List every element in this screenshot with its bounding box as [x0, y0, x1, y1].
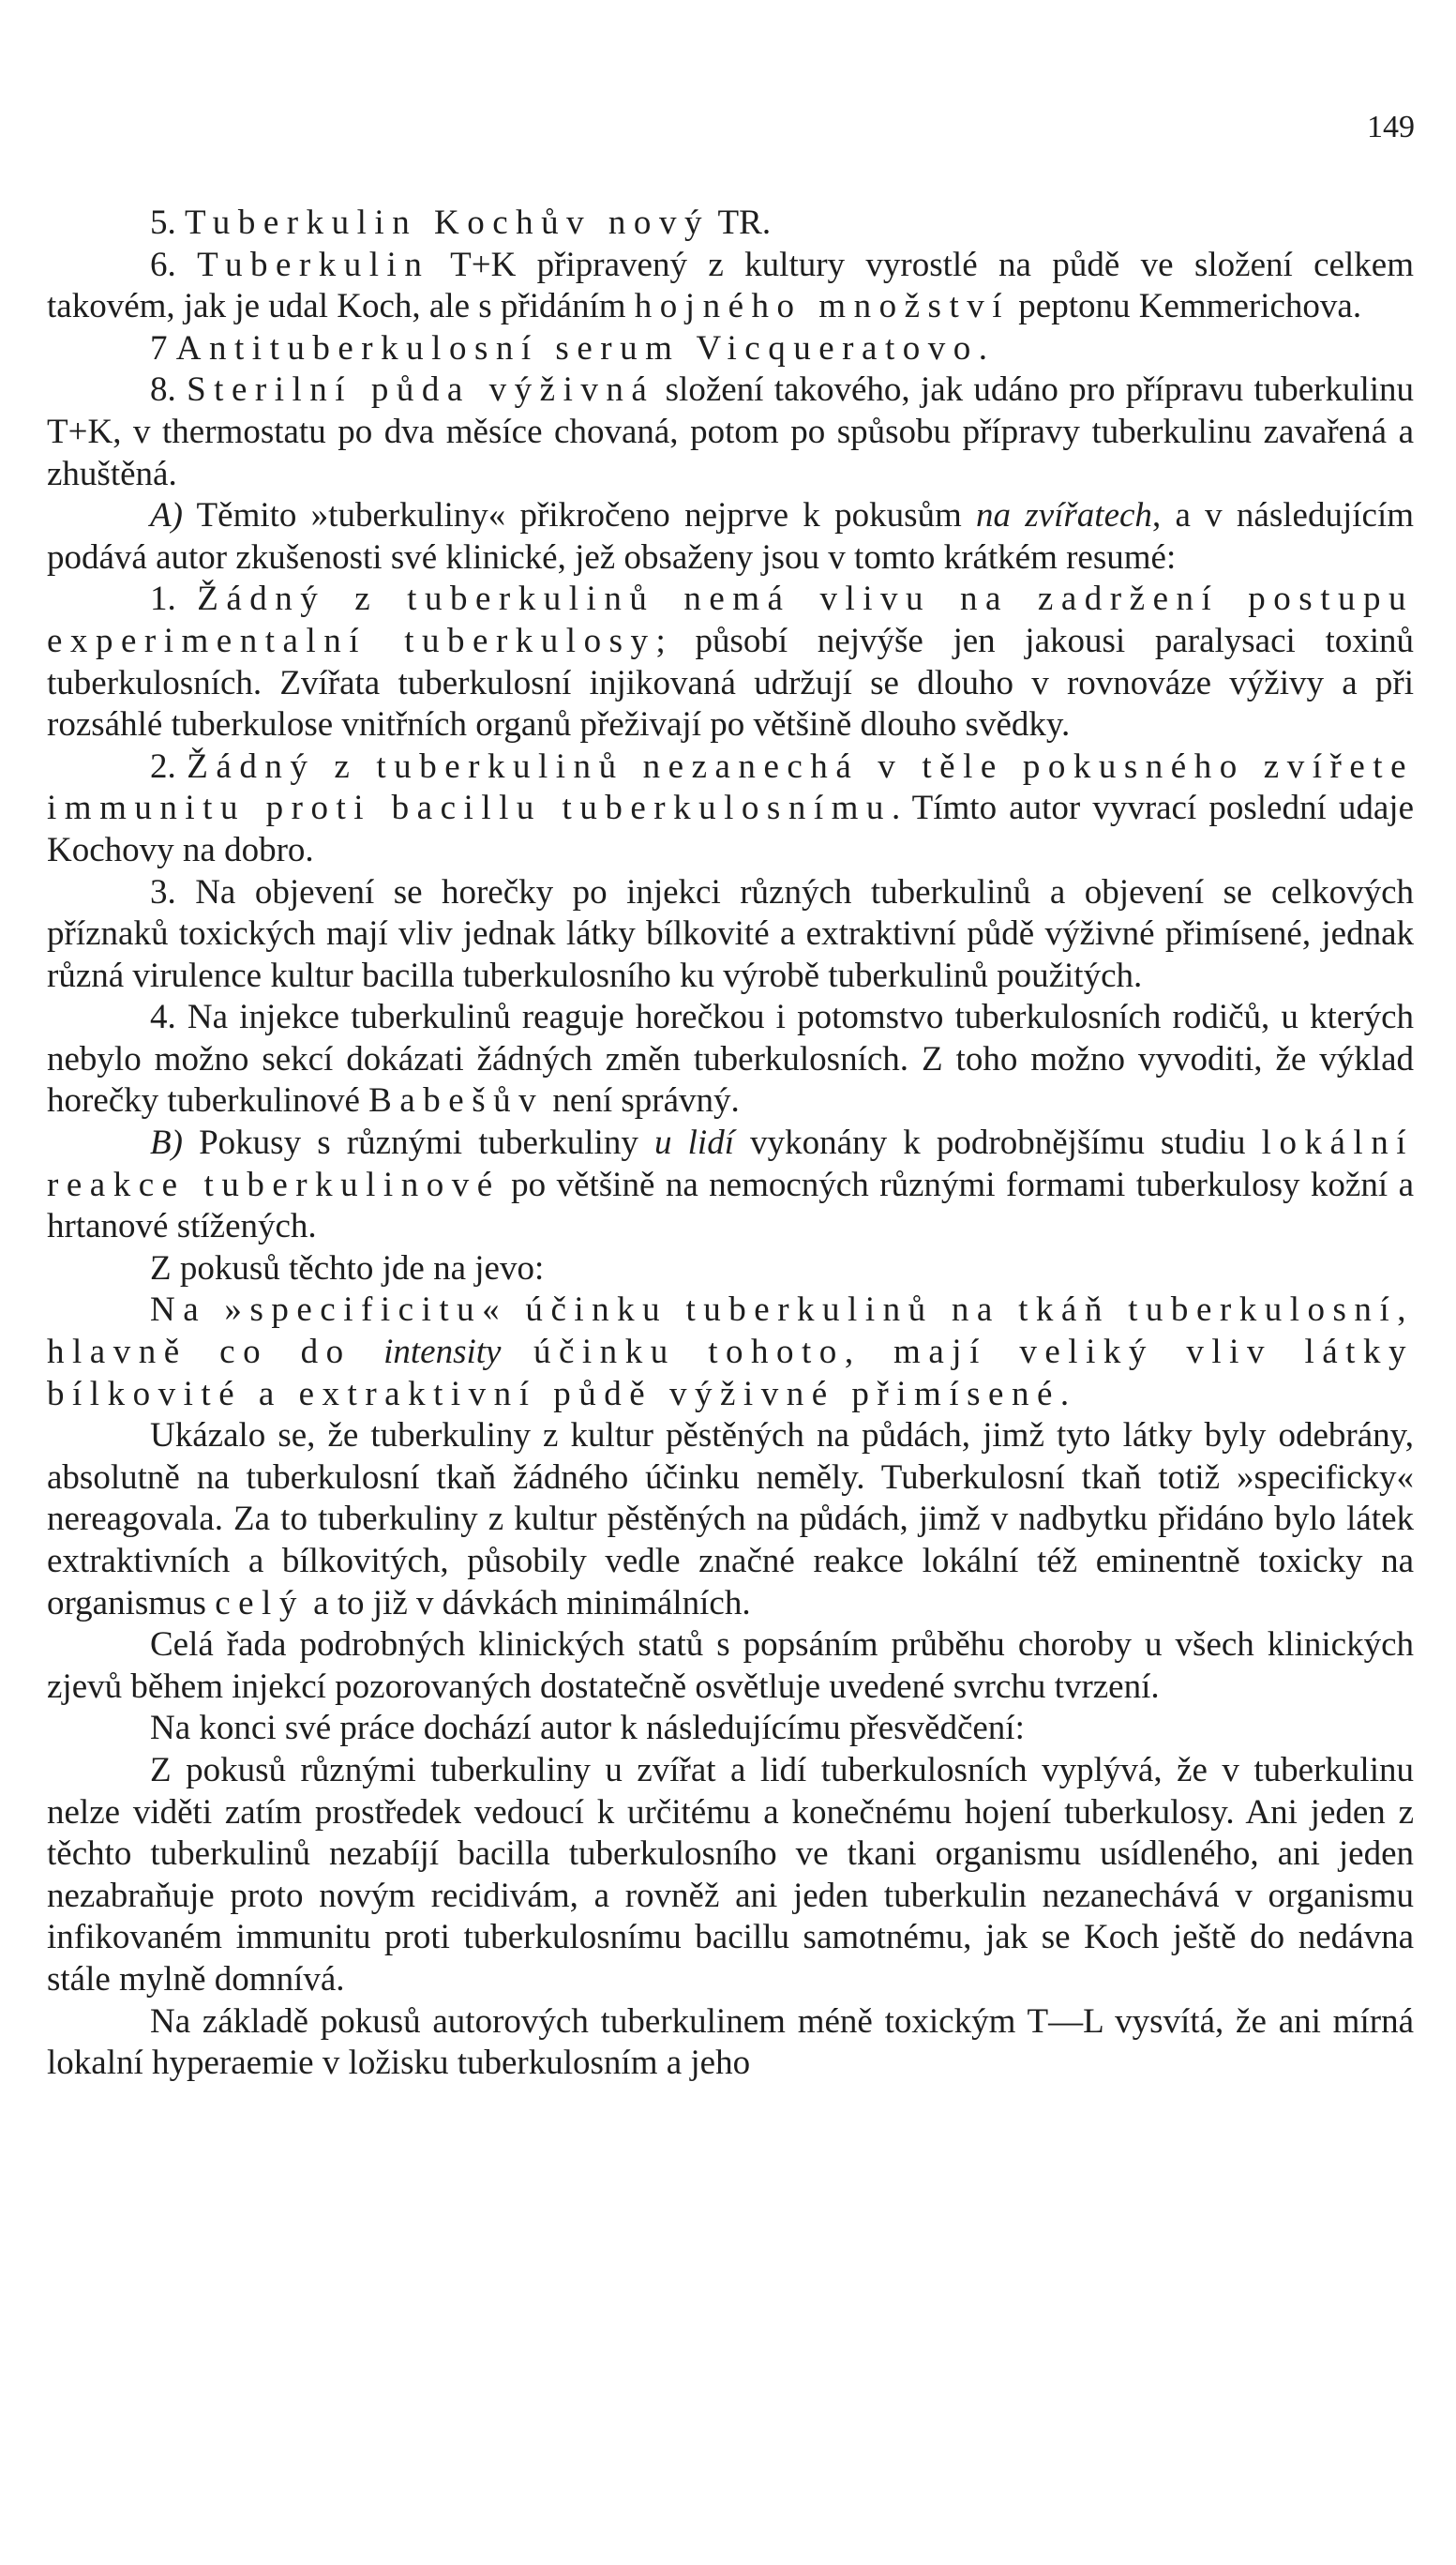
italic-text: A) — [150, 496, 183, 536]
paragraph-text: Na základě pokusů autorových tuberkulinem méně toxickým T—L vysvítá, že ani mírná lokalní hyperaemie v ložisku tuberkulosním a jeho — [47, 2001, 1414, 2083]
paragraph-text: Celá řada podrobných klinických statů s popsáním průběhu choroby u všech klinických zjevů během injekcí pozorovaných dostatečně osvětluje uvedené svrchu tvrzení. — [47, 1625, 1414, 1706]
spaced-emphasis-text: Sterilní půda výživná — [187, 370, 655, 410]
paragraph-text: Z pokusů těchto jde na jevo: — [150, 1248, 545, 1288]
paragraph — [47, 579, 1414, 746]
paragraph — [47, 1415, 1414, 1624]
page-number: 149 — [1367, 110, 1415, 144]
paragraph-text: . — [978, 328, 988, 368]
spaced-emphasis-text: Babešův — [368, 1081, 545, 1121]
italic-text: intensity — [383, 1333, 502, 1372]
paragraph-text: T+K připravený z kultury vyrostlé na půdě ve složení celkem takovém, jak je udal Koch, ale s přidáním — [47, 245, 1414, 326]
paragraph-text: Z pokusů různými tuberkuliny u zvířat a lidí tuberkulosních vyplývá, že v tuberkulinu nelze viděti zatím prostředek vedoucí k určitému a konečnému hojení tuberkulosy. Ani jeden z těchto tuberkulinů nezabíjí bacilla tuberkulosního ve tkani organismu usídleného, ani jeden nezabraňuje proto novým recidivám, a rovněž ani jeden tuberkulin nezanechává v organismu infikovaném immunitu proti tuberkulosnímu bacillu samotnému, jak se Koch ještě do nedávna stále mylně domnívá. — [47, 1750, 1414, 1999]
paragraph-text: 8. — [150, 370, 188, 410]
paragraph — [47, 2001, 1414, 2085]
paragraph-text: 7 — [150, 328, 176, 368]
paragraph-text: Těmito »tuberkuliny« přikročeno nejprve k pokusům — [182, 496, 977, 536]
paragraph — [47, 245, 1414, 328]
spaced-emphasis-text: Tuberkulin — [197, 245, 430, 284]
paragraph-text: Ukázalo se, že tuberkuliny z kultur pěstěných na půdách, jimž tyto látky byly odebrány, absolutně na tuberkulosní tkaň žádného účinku neměly. Tuberkulosní tkaň totiž »specificky« nereagovala. Za to tuberkuliny z kultur pěstěných na půdách, jimž v nadbytku přidáno bylo látek extraktivních a bílkovitých, působily vedle značné reakce lokální též eminentně toxicky na organismus — [47, 1416, 1414, 1622]
spaced-emphasis-text: celý — [215, 1583, 305, 1622]
spaced-emphasis-text: Na »specificitu« účinku tuberkulinů na tkáň tuberkulosní, hlavně co do — [47, 1290, 1414, 1372]
spaced-emphasis-text: Tuberkulin Kochův nový — [185, 204, 710, 242]
paragraph-text: Pokusy s různými tuberkuliny — [182, 1124, 654, 1163]
paragraph — [47, 1123, 1414, 1248]
paragraph-text: 6. — [150, 245, 198, 284]
paragraph-text: po většině na nemocných různými formami tuberkulosy kožní a hrtanové stížených. — [47, 1165, 1415, 1246]
paragraph-text: není správný. — [544, 1081, 740, 1121]
paragraph-text: 1. — [150, 580, 198, 619]
spaced-emphasis-text: Antituberkulosní serum Vicqueratovo — [175, 328, 979, 368]
paragraph-text: TR. — [709, 204, 772, 242]
paragraph-text: . — [1059, 1374, 1070, 1413]
paragraph — [47, 1290, 1414, 1415]
paragraph-text: 2. — [150, 747, 188, 786]
paragraph — [47, 203, 1414, 245]
paragraph-text: ; působí nejvýše jen jakousi paralysaci toxinů tuberkulosních. Zvířata tuberkulosní injikovaná udržují se dlouho v rovnováze výživy a při rozsáhlé tuberkulose vnitřních organů přeživají po většině dlouho svědky. — [47, 621, 1415, 745]
paragraph-text: a to již v dávkách minimálních. — [304, 1583, 751, 1622]
paragraph — [47, 1750, 1414, 2001]
paragraph — [47, 328, 1414, 370]
spaced-emphasis-text: Žádný z tuberkulinů nemá vlivu na zadržení postupu experimentalní tuberkulosy — [47, 580, 1415, 660]
paragraph-text: 4. Na injekce tuberkulinů reaguje horečkou i potomstvo tuberkulosních rodičů, u kterých nebylo možno sekcí dokázati žádných změn tuberkulosních. Z toho možno vyvoditi, že výklad horečky tuberkulinové — [47, 998, 1414, 1121]
paragraph — [47, 872, 1414, 998]
paragraph — [47, 495, 1414, 579]
paragraph-text: peptonu Kemmerichova. — [1010, 287, 1362, 326]
paragraph-text: 3. Na objevení se horečky po injekci různých tuberkulinů a objevení se celkových příznaků toxických mají vliv jednak látky bílkovité a extraktivní půdě výživné přimísené, jednak různá virulence kultur bacilla tuberkulosního ku výrobě tuberkulinů použitých. — [47, 872, 1414, 995]
italic-text: u lidí — [654, 1124, 734, 1163]
spaced-emphasis-text: hojného množství — [634, 287, 1011, 326]
paragraph-text: . Tímto autor vyvrací poslední udaje Kochovy na dobro. — [47, 789, 1414, 869]
body-text — [47, 203, 1414, 2085]
paragraph — [47, 1248, 1414, 1290]
paragraph-text: Na konci své práce dochází autor k následujícímu přesvědčení: — [150, 1709, 1025, 1748]
spaced-emphasis-text: účinku tohoto, mají veliký vliv látky bílkovité a extraktivní půdě výživné přimísené — [47, 1333, 1414, 1413]
spaced-emphasis-text: lokální reakce tuberkulinové — [47, 1124, 1414, 1204]
paragraph — [47, 747, 1414, 872]
paragraph-text: 5. — [150, 204, 185, 242]
paragraph-text: složení takového, jak udáno pro přípravu tuberkulinu T+K, v thermostatu po dva měsíce chovaná, potom po spůsobu přípravy tuberkulinu zavařená a zhuštěná. — [47, 370, 1414, 493]
paragraph — [47, 1708, 1414, 1750]
paragraph-text: , a v následujícím podává autor zkušenosti své klinické, jež obsaženy jsou v tomto krátkém resumé: — [47, 496, 1414, 577]
spaced-emphasis-text: Žádný z tuberkulinů nezanechá v těle pokusného zvířete immunitu proti bacillu tuberkulosnímu — [47, 747, 1415, 828]
italic-text: B) — [150, 1124, 183, 1163]
paragraph — [47, 1624, 1414, 1708]
paragraph — [47, 997, 1414, 1123]
paragraph-text: vykonány k podrobnějšímu studiu — [734, 1124, 1262, 1163]
italic-text: na zvířatech — [976, 496, 1152, 536]
paragraph — [47, 370, 1414, 495]
